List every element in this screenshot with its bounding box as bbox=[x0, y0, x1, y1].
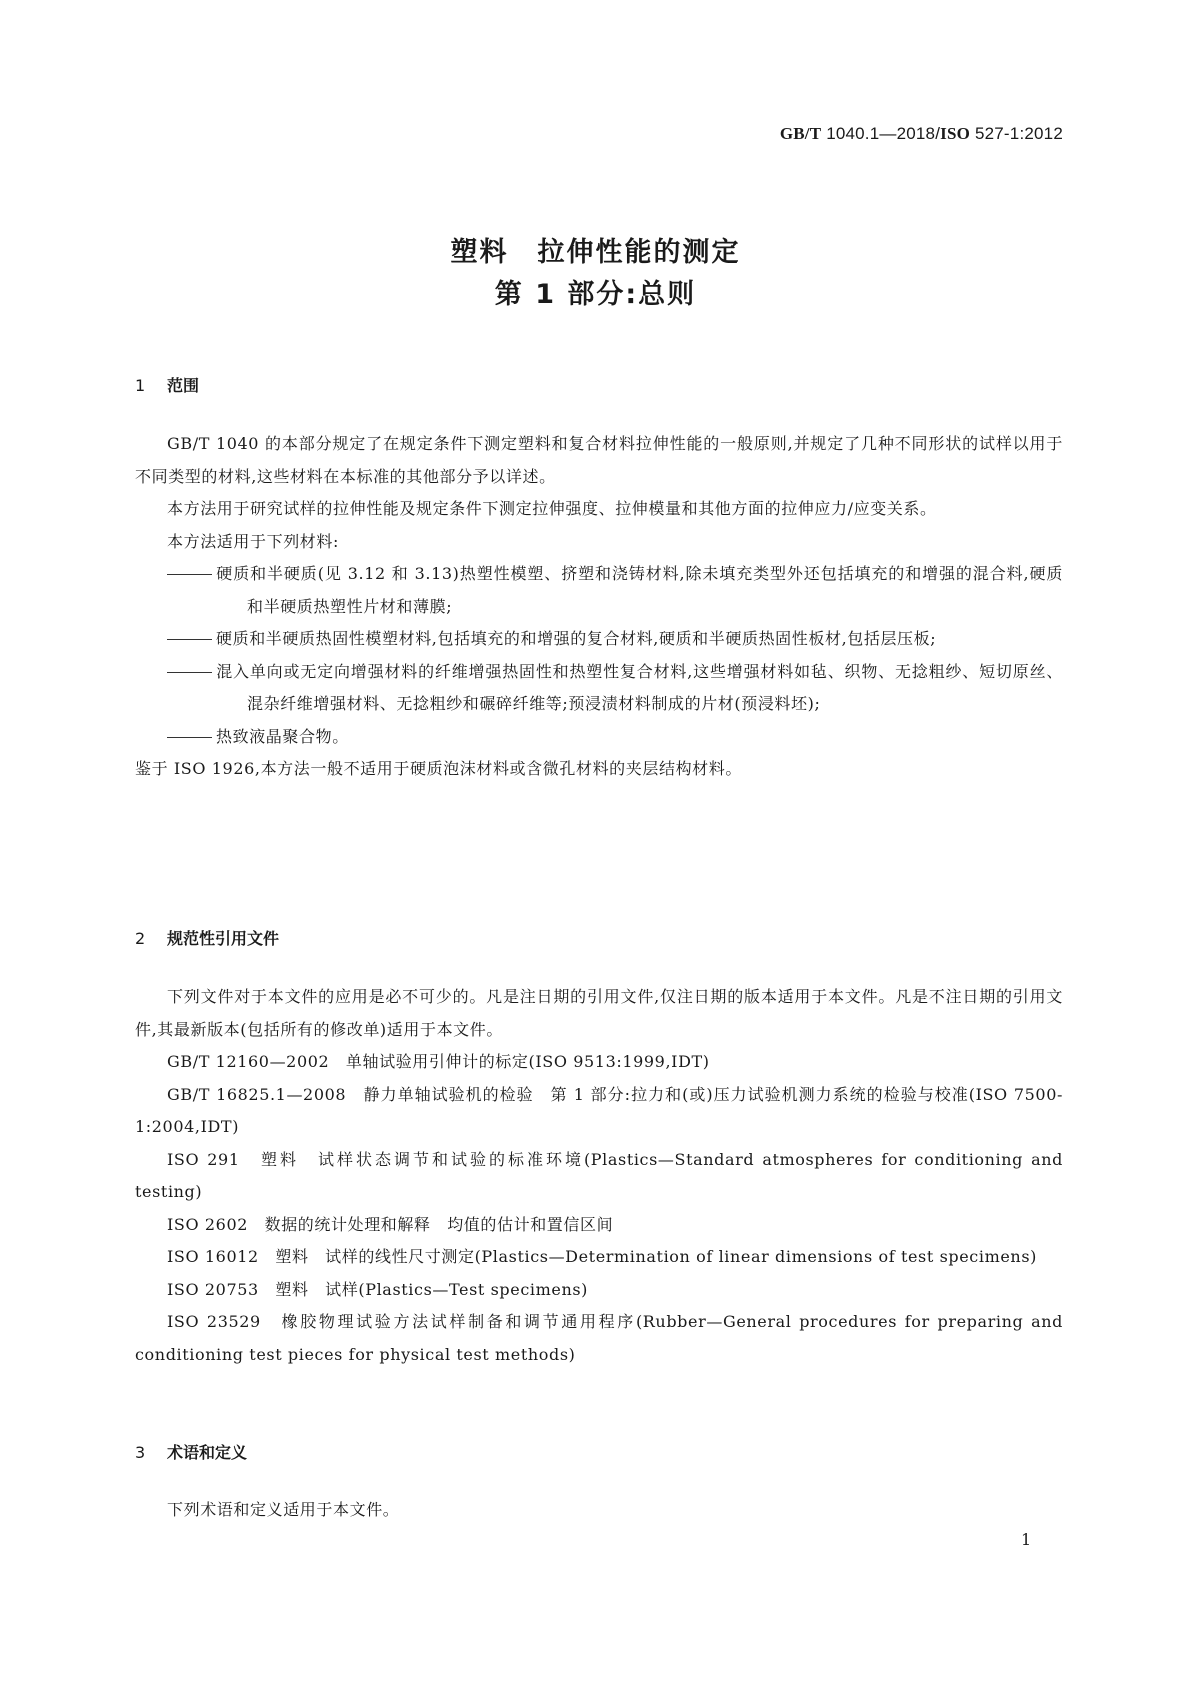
dash-bullet bbox=[167, 737, 212, 738]
section-1-body bbox=[135, 428, 1063, 786]
section-3-body bbox=[135, 1494, 1063, 1527]
reference-item: ISO 20753 塑料 试样(Plastics—Test specimens) bbox=[167, 1279, 588, 1299]
list-item: 热致液晶聚合物。 bbox=[167, 721, 1063, 754]
document-subtitle: 第 1 部分:总则 bbox=[494, 279, 697, 310]
section-2-heading bbox=[135, 926, 279, 949]
reference-item: GB/T 16825.1—2008 静力单轴试验机的检验 第 1 部分:拉力和(或)压力试验机测力系统的检验与校准(ISO 7500-1:2004,IDT) bbox=[135, 1084, 1063, 1136]
reference-item: ISO 23529 橡胶物理试验方法试样制备和调节通用程序(Rubber—General procedures for preparing and conditioning test pieces for physical test methods) bbox=[135, 1312, 1063, 1364]
paragraph: 下列术语和定义适用于本文件。 bbox=[167, 1500, 400, 1519]
list-item: 混入单向或无定向增强材料的纤维增强热固性和热塑性复合材料,这些增强材料如毡、织物、无捻粗纱、短切原丝、混杂纤维增强材料、无捻粗纱和碾碎纤维等;预浸渍材料制成的片材(预浸料坯); bbox=[167, 656, 1063, 721]
list-item: 硬质和半硬质(见 3.12 和 3.13)热塑性模塑、挤塑和浇铸材料,除未填充类型外还包括填充的和增强的混合料,硬质和半硬质热塑性片材和薄膜; bbox=[167, 558, 1063, 623]
section-2-body bbox=[135, 981, 1063, 1371]
page-number: 1 bbox=[1021, 1530, 1032, 1549]
reference-item: ISO 2602 数据的统计处理和解释 均值的估计和置信区间 bbox=[167, 1214, 614, 1234]
section-number: 1 bbox=[135, 376, 146, 395]
dash-bullet bbox=[167, 574, 212, 575]
standard-code-iso: ISO bbox=[940, 124, 971, 143]
section-number: 3 bbox=[135, 1443, 146, 1462]
section-number: 2 bbox=[135, 929, 146, 948]
document-title: 塑料 拉伸性能的测定 bbox=[450, 237, 741, 268]
standard-code-main: 1040.1—2018/ bbox=[821, 124, 941, 143]
section-title: 规范性引用文件 bbox=[167, 929, 280, 948]
reference-item: GB/T 12160—2002 单轴试验用引伸计的标定(ISO 9513:1999,IDT) bbox=[167, 1052, 710, 1071]
section-1-heading bbox=[135, 373, 199, 396]
dash-bullet bbox=[167, 672, 212, 673]
standard-code-prefix: GB/T bbox=[779, 124, 822, 143]
list-item: 硬质和半硬质热固性模塑材料,包括填充的和增强的复合材料,硬质和半硬质热固性板材,包括层压板; bbox=[167, 623, 1063, 656]
paragraph: 下列文件对于本文件的应用是必不可少的。凡是注日期的引用文件,仅注日期的版本适用于本文件。凡是不注日期的引用文件,其最新版本(包括所有的修改单)适用于本文件。 bbox=[135, 987, 1063, 1039]
reference-item: ISO 16012 塑料 试样的线性尺寸测定(Plastics—Determination of linear dimensions of test specimens) bbox=[167, 1247, 1037, 1266]
section-title: 范围 bbox=[167, 376, 200, 395]
paragraph: 本方法用于研究试样的拉伸性能及规定条件下测定拉伸强度、拉伸模量和其他方面的拉伸应力/应变关系。 bbox=[167, 499, 937, 518]
reference-item: ISO 291 塑料 试样状态调节和试验的标准环境(Plastics—Standard atmospheres for conditioning and testing) bbox=[135, 1149, 1063, 1201]
paragraph: GB/T 1040 的本部分规定了在规定条件下测定塑料和复合材料拉伸性能的一般原则,并规定了几种不同形状的试样以用于不同类型的材料,这些材料在本标准的其他部分予以详述。 bbox=[135, 434, 1063, 486]
standard-code-suffix: 527-1:2012 bbox=[970, 124, 1063, 143]
dash-bullet bbox=[167, 639, 212, 640]
section-title: 术语和定义 bbox=[167, 1443, 248, 1462]
standard-code-header bbox=[780, 124, 1063, 144]
paragraph: 鉴于 ISO 1926,本方法一般不适用于硬质泡沫材料或含微孔材料的夹层结构材料。 bbox=[135, 759, 742, 778]
section-3-heading bbox=[135, 1440, 247, 1463]
paragraph: 本方法适用于下列材料: bbox=[167, 531, 339, 551]
